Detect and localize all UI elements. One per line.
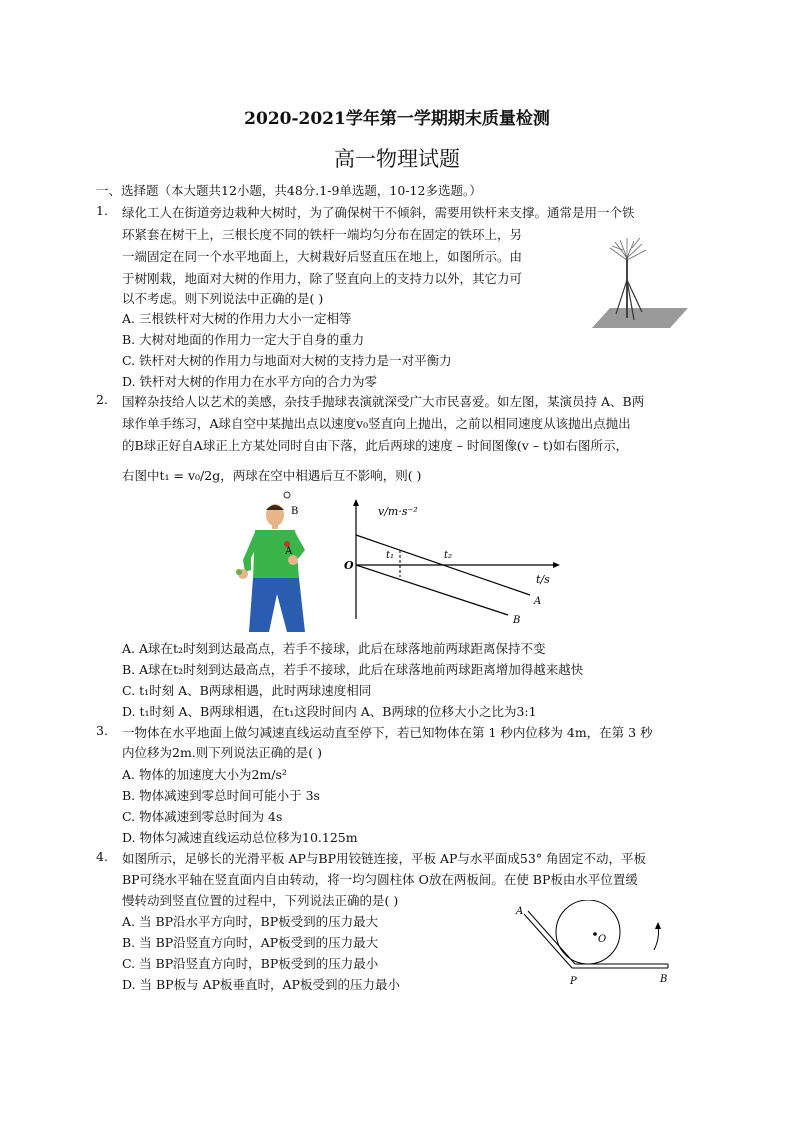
cylinder-plate-figure [508, 900, 688, 992]
label-o: O [598, 934, 607, 945]
ball-b-label: B [291, 506, 299, 517]
option-a: A. 三根铁杆对大树的作用力大小一定相等 [122, 311, 352, 326]
question-text: 右图中t₁ = v₀/2g，两球在空中相遇后互不影响，则( ) [122, 468, 422, 483]
option-a: A. 物体的加速度大小为2m/s² [122, 767, 287, 782]
line-a-label: A [534, 596, 542, 607]
label-a: A [516, 906, 524, 917]
option-a: A. A球在t₂时刻到达最高点，若手不接球，此后在球落地前两球距离保持不变 [122, 641, 546, 656]
ball-a-label: A [285, 546, 293, 557]
question-text: 内位移为2m.则下列说法正确的是( ) [122, 745, 323, 760]
rotation-arrow [654, 926, 659, 950]
option-a: A. 当 BP沿水平方向时，BP板受到的压力最大 [122, 914, 379, 929]
tree-support-figure [590, 238, 690, 330]
question-text: 绿化工人在街道旁边栽种大树时，为了确保树干不倾斜，需要用铁杆来支撑。通常是用一个铁 [122, 205, 635, 220]
line-b-label: B [513, 615, 521, 625]
y-axis-label: v/m·s⁻² [378, 505, 418, 518]
question-text: 如图所示，足够长的光滑平板 AP与BP用铰链连接，平板 AP与水平面成53° 角固定不动，平板 [122, 851, 647, 866]
option-b: B. 大树对地面的作用力一定大于自身的重力 [122, 332, 365, 347]
option-d: D. t₁时刻 A、B两球相遇，在t₁这段时间内 A、B两球的位移大小之比为3:1 [122, 704, 537, 719]
option-d: D. 铁杆对大树的作用力在水平方向的合力为零 [122, 374, 378, 389]
question-text: 环紧套在树干上，三根长度不同的铁杆一端均匀分布在固定的铁环上，另 [122, 227, 523, 242]
vt-graph [320, 497, 570, 625]
option-d: D. 物体匀减速直线运动总位移为10.125m [122, 830, 358, 845]
question-text: BP可绕水平轴在竖直面内自由转动，将一均匀圆柱体 O放在两板间。在使 BP板由水平位置缓 [122, 872, 638, 887]
t1-label: t₁ [386, 550, 395, 561]
question-number: 2. [96, 392, 108, 407]
exam-title: 2020-2021学年第一学期期末质量检测 [244, 109, 550, 129]
option-b: B. A球在t₂时刻到达最高点，若手不接球，此后在球落地前两球距离增加得越来越快 [122, 662, 584, 677]
label-p: P [570, 976, 577, 987]
option-d: D. 当 BP板与 AP板垂直时，AP板受到的压力最小 [122, 977, 400, 992]
option-c: C. 铁杆对大树的作用力与地面对大树的支持力是一对平衡力 [122, 353, 452, 368]
option-b: B. 物体减速到零总时间可能小于 3s [122, 788, 320, 803]
t2-label: t₂ [444, 550, 453, 561]
question-text: 球作单手练习，A球自空中某抛出点以速度v₀竖直向上抛出，之前以相同速度从该抛出点抛出 [122, 416, 631, 431]
line-b [356, 565, 508, 615]
question-number: 4. [96, 849, 108, 864]
question-text: 国粹杂技给人以艺术的美感，杂技手抛球表演就深受广大市民喜爱。如左图，某演员持 A、B两 [122, 394, 645, 409]
exam-subtitle: 高一物理试题 [334, 147, 460, 171]
question-text: 一物体在水平地面上做匀减速直线运动直至停下，若已知物体在第 1 秒内位移为 4m，在第 3 秒 [122, 725, 653, 740]
question-text: 的B球正好自A球正上方某处同时自由下落，此后两球的速度 – 时间图像(v – t)如右图所示， [122, 438, 628, 453]
option-c: C. 当 BP沿竖直方向时，BP板受到的压力最小 [122, 956, 379, 971]
juggler-figure [225, 490, 335, 635]
question-text: 于树刚栽，地面对大树的作用力，除了竖直向上的支持力以外，其它力可 [122, 271, 523, 286]
option-c: C. t₁时刻 A、B两球相遇，此时两球速度相同 [122, 683, 372, 698]
label-b: B [660, 974, 668, 985]
option-b: B. 当 BP沿竖直方向时，AP板受到的压力最大 [122, 935, 379, 950]
question-text: 慢转动到竖直位置的过程中，下列说法正确的是( ) [122, 893, 399, 908]
x-axis-label: t/s [536, 573, 550, 586]
question-number: 3. [96, 723, 108, 738]
option-c: C. 物体减速到零总时间为 4s [122, 809, 283, 824]
origin-label: O [344, 559, 354, 572]
question-text: 一端固定在同一个水平地面上，大树栽好后竖直压在地上，如图所示。由 [122, 249, 523, 264]
section-heading: 一、选择题（本大题共12小题，共48分.1-9单选题，10-12多选题。） [96, 183, 482, 198]
question-number: 1. [96, 203, 108, 218]
question-text: 以不考虑。则下列说法中正确的是( ) [122, 291, 324, 306]
